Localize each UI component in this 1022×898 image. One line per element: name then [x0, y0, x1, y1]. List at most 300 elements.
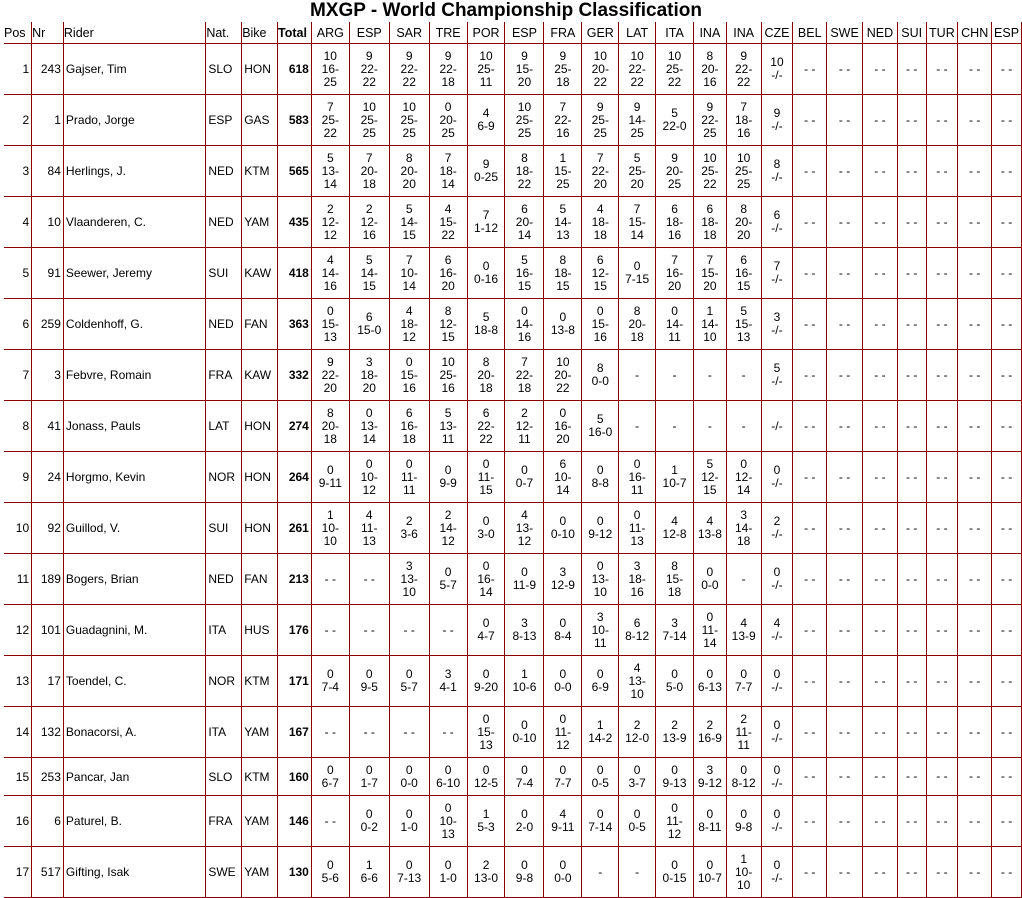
- pos-cell: 14: [4, 707, 32, 758]
- gp-result-cell: - -: [958, 95, 992, 146]
- pos-cell: 10: [4, 503, 32, 554]
- rider-cell: Vlaanderen, C.: [63, 197, 205, 248]
- gp-result-cell: - -: [958, 605, 992, 656]
- gp-result-cell: 5 15- 13: [726, 299, 761, 350]
- gp-result-cell: - -: [793, 605, 827, 656]
- header-nr: Nr: [32, 22, 64, 44]
- gp-result-cell: - -: [863, 656, 898, 707]
- gp-result-cell: 5 13- 11: [429, 401, 467, 452]
- rider-cell: Pancar, Jan: [63, 758, 205, 796]
- gp-result-cell: - -: [897, 605, 926, 656]
- gp-result-cell: 0 9-9: [429, 452, 467, 503]
- gp-result-cell: -: [619, 847, 656, 898]
- gp-result-cell: - -: [863, 44, 898, 95]
- gp-result-cell: 4 11- 13: [349, 503, 389, 554]
- gp-result-cell: - -: [958, 656, 992, 707]
- rider-cell: Gifting, Isak: [63, 847, 205, 898]
- gp-result-cell: -: [619, 401, 656, 452]
- header-gp: SAR: [389, 22, 429, 44]
- nationality-cell: NOR: [206, 452, 242, 503]
- gp-result-cell: 1 15- 25: [544, 146, 582, 197]
- gp-result-cell: - -: [389, 605, 429, 656]
- bike-cell: HON: [242, 401, 278, 452]
- gp-result-cell: 7 18- 14: [429, 146, 467, 197]
- gp-result-cell: - -: [958, 554, 992, 605]
- gp-result-cell: - -: [897, 350, 926, 401]
- gp-result-cell: 6 16- 15: [726, 248, 761, 299]
- gp-result-cell: 0 14- 11: [656, 299, 694, 350]
- gp-result-cell: - -: [992, 248, 1022, 299]
- gp-result-cell: 2 13-9: [656, 707, 694, 758]
- gp-result-cell: 7 22- 18: [505, 350, 544, 401]
- nationality-cell: LAT: [206, 401, 242, 452]
- gp-result-cell: 4 18- 18: [582, 197, 619, 248]
- gp-result-cell: - -: [926, 350, 958, 401]
- gp-result-cell: 9 22- 22: [349, 44, 389, 95]
- nationality-cell: SUI: [206, 503, 242, 554]
- gp-result-cell: - -: [992, 452, 1022, 503]
- bike-cell: GAS: [242, 95, 278, 146]
- classification-table: [4, 22, 1022, 898]
- gp-result-cell: 4 9-11: [544, 796, 582, 847]
- gp-result-cell: - -: [958, 248, 992, 299]
- gp-result-cell: - -: [992, 44, 1022, 95]
- gp-result-cell: - -: [863, 758, 898, 796]
- bike-cell: KTM: [242, 656, 278, 707]
- gp-result-cell: - -: [827, 605, 863, 656]
- gp-result-cell: 3 8-13: [505, 605, 544, 656]
- gp-result-cell: - -: [827, 554, 863, 605]
- gp-result-cell: 7 22- 20: [582, 146, 619, 197]
- nationality-cell: NED: [206, 146, 242, 197]
- table-row: [4, 95, 1022, 146]
- gp-result-cell: 0 6-9: [582, 656, 619, 707]
- gp-result-cell: 4 18- 12: [389, 299, 429, 350]
- gp-result-cell: - -: [958, 350, 992, 401]
- bike-cell: KTM: [242, 758, 278, 796]
- table-row: [4, 299, 1022, 350]
- gp-result-cell: - -: [926, 299, 958, 350]
- gp-result-cell: - -: [311, 796, 349, 847]
- gp-result-cell: 0 0-0: [693, 554, 726, 605]
- gp-result-cell: 7 1-12: [467, 197, 505, 248]
- gp-result-cell: 0 0-16: [467, 248, 505, 299]
- gp-result-cell: 0 8-12: [726, 758, 761, 796]
- header-gp: FRA: [544, 22, 582, 44]
- gp-result-cell: 0 9-8: [505, 847, 544, 898]
- gp-result-cell: - -: [897, 758, 926, 796]
- gp-result-cell: 9 22- 22: [726, 44, 761, 95]
- gp-result-cell: - -: [926, 95, 958, 146]
- gp-result-cell: - -: [958, 847, 992, 898]
- number-cell: 91: [32, 248, 64, 299]
- gp-result-cell: - -: [827, 847, 863, 898]
- pos-cell: 17: [4, 847, 32, 898]
- gp-result-cell: - -: [827, 758, 863, 796]
- gp-result-cell: 6 -/-: [761, 197, 793, 248]
- gp-result-cell: - -: [863, 847, 898, 898]
- total-cell: 160: [278, 758, 312, 796]
- gp-result-cell: -: [693, 350, 726, 401]
- gp-result-cell: 2 12-0: [619, 707, 656, 758]
- gp-result-cell: 0 0-5: [619, 796, 656, 847]
- gp-result-cell: 7 25- 22: [311, 95, 349, 146]
- gp-result-cell: 0 9-13: [656, 758, 694, 796]
- number-cell: 253: [32, 758, 64, 796]
- gp-result-cell: 9 22- 25: [693, 95, 726, 146]
- header-gp: ITA: [656, 22, 694, 44]
- gp-result-cell: - -: [992, 299, 1022, 350]
- gp-result-cell: 0 8-8: [582, 452, 619, 503]
- gp-result-cell: 0 10- 13: [429, 796, 467, 847]
- gp-result-cell: - -: [429, 605, 467, 656]
- gp-result-cell: 3 4-1: [429, 656, 467, 707]
- gp-result-cell: 0 15- 16: [582, 299, 619, 350]
- nationality-cell: NED: [206, 197, 242, 248]
- header-gp: INA: [693, 22, 726, 44]
- gp-result-cell: - -: [926, 656, 958, 707]
- gp-result-cell: - -: [827, 350, 863, 401]
- gp-result-cell: -: [656, 401, 694, 452]
- table-row: [4, 847, 1022, 898]
- gp-result-cell: - -: [897, 248, 926, 299]
- gp-result-cell: 4 6-9: [467, 95, 505, 146]
- header-row: [4, 22, 1022, 44]
- gp-result-cell: 10 22- 22: [619, 44, 656, 95]
- number-cell: 259: [32, 299, 64, 350]
- gp-result-cell: - -: [863, 95, 898, 146]
- gp-result-cell: 0 6-10: [429, 758, 467, 796]
- gp-result-cell: - -: [897, 146, 926, 197]
- gp-result-cell: 0 11- 15: [467, 452, 505, 503]
- gp-result-cell: 0 1-0: [429, 847, 467, 898]
- gp-result-cell: 5 -/-: [761, 350, 793, 401]
- gp-result-cell: - -: [863, 248, 898, 299]
- gp-result-cell: 0 4-7: [467, 605, 505, 656]
- gp-result-cell: 1 14-2: [582, 707, 619, 758]
- gp-result-cell: 3 18- 20: [349, 350, 389, 401]
- gp-result-cell: 0 16- 14: [467, 554, 505, 605]
- bike-cell: FAN: [242, 554, 278, 605]
- gp-result-cell: 7 22- 16: [544, 95, 582, 146]
- gp-result-cell: 3 7-14: [656, 605, 694, 656]
- total-cell: 264: [278, 452, 312, 503]
- gp-result-cell: 6 22- 22: [467, 401, 505, 452]
- gp-result-cell: 5 25- 20: [619, 146, 656, 197]
- gp-result-cell: 9 22- 18: [429, 44, 467, 95]
- gp-result-cell: - -: [926, 847, 958, 898]
- gp-result-cell: - -: [926, 707, 958, 758]
- gp-result-cell: -: [726, 401, 761, 452]
- gp-result-cell: - -: [992, 197, 1022, 248]
- gp-result-cell: 8 20- 18: [467, 350, 505, 401]
- header-pos: Pos: [4, 22, 32, 44]
- gp-result-cell: -: [656, 350, 694, 401]
- gp-result-cell: - -: [349, 554, 389, 605]
- rider-cell: Jonass, Pauls: [63, 401, 205, 452]
- gp-result-cell: - -: [926, 146, 958, 197]
- rider-cell: Prado, Jorge: [63, 95, 205, 146]
- number-cell: 1: [32, 95, 64, 146]
- gp-result-cell: - -: [863, 197, 898, 248]
- gp-result-cell: 8 20- 16: [693, 44, 726, 95]
- gp-result-cell: -: [619, 350, 656, 401]
- gp-result-cell: 0 7-4: [311, 656, 349, 707]
- gp-result-cell: 0 -/-: [761, 758, 793, 796]
- gp-result-cell: 0 1-7: [349, 758, 389, 796]
- gp-result-cell: 0 -/-: [761, 656, 793, 707]
- number-cell: 17: [32, 656, 64, 707]
- nationality-cell: SLO: [206, 758, 242, 796]
- header-nat: Nat.: [206, 22, 242, 44]
- pos-cell: 8: [4, 401, 32, 452]
- table-row: [4, 452, 1022, 503]
- gp-result-cell: - -: [349, 605, 389, 656]
- gp-result-cell: 3 12-9: [544, 554, 582, 605]
- gp-result-cell: - -: [793, 197, 827, 248]
- gp-result-cell: 8 20- 18: [619, 299, 656, 350]
- header-total: Total: [278, 22, 312, 44]
- table-row: [4, 197, 1022, 248]
- gp-result-cell: 0 7-14: [582, 796, 619, 847]
- gp-result-cell: 2 16-9: [693, 707, 726, 758]
- gp-result-cell: - -: [349, 707, 389, 758]
- number-cell: 6: [32, 796, 64, 847]
- gp-result-cell: 5 14- 15: [349, 248, 389, 299]
- gp-result-cell: 6 16- 20: [429, 248, 467, 299]
- gp-result-cell: 1 10-7: [656, 452, 694, 503]
- pos-cell: 1: [4, 44, 32, 95]
- pos-cell: 5: [4, 248, 32, 299]
- gp-result-cell: - -: [992, 656, 1022, 707]
- header-gp: ESP: [349, 22, 389, 44]
- gp-result-cell: 10 -/-: [761, 44, 793, 95]
- gp-result-cell: - -: [926, 401, 958, 452]
- gp-result-cell: 4 13-8: [693, 503, 726, 554]
- number-cell: 243: [32, 44, 64, 95]
- gp-result-cell: 9 25- 25: [582, 95, 619, 146]
- header-gp: SWE: [827, 22, 863, 44]
- gp-result-cell: 0 11- 12: [544, 707, 582, 758]
- nationality-cell: FRA: [206, 350, 242, 401]
- header-gp: POR: [467, 22, 505, 44]
- gp-result-cell: 0 7-13: [389, 847, 429, 898]
- gp-result-cell: - -: [311, 605, 349, 656]
- gp-result-cell: 4 13- 10: [619, 656, 656, 707]
- pos-cell: 4: [4, 197, 32, 248]
- header-gp: BEL: [793, 22, 827, 44]
- gp-result-cell: - -: [793, 707, 827, 758]
- rider-cell: Horgmo, Kevin: [63, 452, 205, 503]
- gp-result-cell: 0 15- 13: [311, 299, 349, 350]
- gp-result-cell: 0 5-6: [311, 847, 349, 898]
- gp-result-cell: - -: [827, 248, 863, 299]
- gp-result-cell: 3 18- 16: [619, 554, 656, 605]
- header-gp: ARG: [311, 22, 349, 44]
- gp-result-cell: - -: [793, 299, 827, 350]
- header-gp: CHN: [958, 22, 992, 44]
- total-cell: 435: [278, 197, 312, 248]
- gp-result-cell: 0 9-20: [467, 656, 505, 707]
- rider-cell: Toendel, C.: [63, 656, 205, 707]
- gp-result-cell: - -: [793, 44, 827, 95]
- rider-cell: Herlings, J.: [63, 146, 205, 197]
- gp-result-cell: 0 11-9: [505, 554, 544, 605]
- gp-result-cell: - -: [863, 299, 898, 350]
- gp-result-cell: 3 9-12: [693, 758, 726, 796]
- gp-result-cell: 5 16-0: [582, 401, 619, 452]
- gp-result-cell: 1 5-3: [467, 796, 505, 847]
- rider-cell: Paturel, B.: [63, 796, 205, 847]
- bike-cell: HUS: [242, 605, 278, 656]
- nationality-cell: NOR: [206, 656, 242, 707]
- gp-result-cell: - -: [827, 707, 863, 758]
- gp-result-cell: 8 20- 20: [389, 146, 429, 197]
- gp-result-cell: 1 10- 10: [311, 503, 349, 554]
- rider-cell: Gajser, Tim: [63, 44, 205, 95]
- number-cell: 10: [32, 197, 64, 248]
- gp-result-cell: - -: [863, 146, 898, 197]
- gp-result-cell: 0 2-0: [505, 796, 544, 847]
- gp-result-cell: 8 0-0: [582, 350, 619, 401]
- total-cell: 583: [278, 95, 312, 146]
- gp-result-cell: 0 13-8: [544, 299, 582, 350]
- gp-result-cell: - -: [958, 452, 992, 503]
- gp-result-cell: 7 15- 20: [693, 248, 726, 299]
- gp-result-cell: 3 -/-: [761, 299, 793, 350]
- gp-result-cell: 8 15- 18: [656, 554, 694, 605]
- gp-result-cell: 0 -/-: [761, 707, 793, 758]
- gp-result-cell: 6 8-12: [619, 605, 656, 656]
- gp-result-cell: - -: [926, 758, 958, 796]
- bike-cell: FAN: [242, 299, 278, 350]
- gp-result-cell: 0 0-5: [582, 758, 619, 796]
- gp-result-cell: 8 18- 22: [505, 146, 544, 197]
- bike-cell: HON: [242, 503, 278, 554]
- gp-result-cell: 7 16- 20: [656, 248, 694, 299]
- number-cell: 92: [32, 503, 64, 554]
- gp-result-cell: 5 14- 13: [544, 197, 582, 248]
- gp-result-cell: - -: [429, 707, 467, 758]
- nationality-cell: SWE: [206, 847, 242, 898]
- bike-cell: KAW: [242, 248, 278, 299]
- gp-result-cell: 0 5-7: [389, 656, 429, 707]
- gp-result-cell: - -: [863, 554, 898, 605]
- header-gp: SUI: [897, 22, 926, 44]
- gp-result-cell: 0 11- 11: [389, 452, 429, 503]
- gp-result-cell: 0 10- 12: [349, 452, 389, 503]
- table-row: [4, 146, 1022, 197]
- gp-result-cell: 7 15- 14: [619, 197, 656, 248]
- gp-result-cell: - -: [897, 503, 926, 554]
- gp-result-cell: 4 15- 22: [429, 197, 467, 248]
- gp-result-cell: 10 25- 25: [389, 95, 429, 146]
- gp-result-cell: - -: [863, 452, 898, 503]
- gp-result-cell: 0 9-12: [582, 503, 619, 554]
- gp-result-cell: 10 25- 22: [656, 44, 694, 95]
- gp-result-cell: - -: [992, 95, 1022, 146]
- gp-result-cell: 0 -/-: [761, 554, 793, 605]
- gp-result-cell: 9 15- 20: [505, 44, 544, 95]
- gp-result-cell: - -: [897, 847, 926, 898]
- bike-cell: HON: [242, 452, 278, 503]
- table-row: [4, 605, 1022, 656]
- gp-result-cell: 3 14- 18: [726, 503, 761, 554]
- gp-result-cell: 8 20- 18: [311, 401, 349, 452]
- gp-result-cell: 0 15- 13: [467, 707, 505, 758]
- nationality-cell: SLO: [206, 44, 242, 95]
- gp-result-cell: 0 0-15: [656, 847, 694, 898]
- gp-result-cell: -: [726, 350, 761, 401]
- number-cell: 3: [32, 350, 64, 401]
- gp-result-cell: - -: [897, 796, 926, 847]
- total-cell: 213: [278, 554, 312, 605]
- gp-result-cell: 8 18- 15: [544, 248, 582, 299]
- gp-result-cell: 0 0-10: [505, 707, 544, 758]
- total-cell: 176: [278, 605, 312, 656]
- gp-result-cell: 8 -/-: [761, 146, 793, 197]
- total-cell: 274: [278, 401, 312, 452]
- gp-result-cell: - -: [926, 605, 958, 656]
- gp-result-cell: 10 20- 22: [544, 350, 582, 401]
- table-row: [4, 401, 1022, 452]
- gp-result-cell: - -: [992, 146, 1022, 197]
- gp-result-cell: 0 10-7: [693, 847, 726, 898]
- gp-result-cell: - -: [958, 758, 992, 796]
- gp-result-cell: - -: [793, 503, 827, 554]
- number-cell: 189: [32, 554, 64, 605]
- gp-result-cell: - -: [897, 452, 926, 503]
- gp-result-cell: 4 -/-: [761, 605, 793, 656]
- gp-result-cell: 3 13- 10: [389, 554, 429, 605]
- header-gp: TUR: [926, 22, 958, 44]
- gp-result-cell: - -: [793, 796, 827, 847]
- gp-result-cell: - -: [827, 44, 863, 95]
- bike-cell: KAW: [242, 350, 278, 401]
- gp-result-cell: 0 9-8: [726, 796, 761, 847]
- gp-result-cell: 6 16- 18: [389, 401, 429, 452]
- gp-result-cell: - -: [958, 707, 992, 758]
- gp-result-cell: - -: [958, 44, 992, 95]
- gp-result-cell: 0 6-7: [311, 758, 349, 796]
- gp-result-cell: - -: [793, 146, 827, 197]
- header-gp: ESP: [505, 22, 544, 44]
- rider-cell: Coldenhoff, G.: [63, 299, 205, 350]
- header-gp: TRE: [429, 22, 467, 44]
- gp-result-cell: 10 25- 25: [505, 95, 544, 146]
- gp-result-cell: - -: [958, 197, 992, 248]
- gp-result-cell: 6 18- 16: [656, 197, 694, 248]
- number-cell: 101: [32, 605, 64, 656]
- gp-result-cell: - -: [926, 44, 958, 95]
- gp-result-cell: - -: [863, 796, 898, 847]
- gp-result-cell: -/-: [761, 401, 793, 452]
- gp-result-cell: 0 7-7: [726, 656, 761, 707]
- gp-result-cell: - -: [992, 350, 1022, 401]
- gp-result-cell: 5 22-0: [656, 95, 694, 146]
- bike-cell: KTM: [242, 146, 278, 197]
- gp-result-cell: - -: [863, 503, 898, 554]
- gp-result-cell: 0 3-0: [467, 503, 505, 554]
- gp-result-cell: 10 16- 25: [311, 44, 349, 95]
- gp-result-cell: 2 12- 11: [505, 401, 544, 452]
- nationality-cell: NED: [206, 299, 242, 350]
- gp-result-cell: - -: [958, 401, 992, 452]
- table-row: [4, 248, 1022, 299]
- gp-result-cell: - -: [827, 197, 863, 248]
- pos-cell: 7: [4, 350, 32, 401]
- gp-result-cell: 0 -/-: [761, 452, 793, 503]
